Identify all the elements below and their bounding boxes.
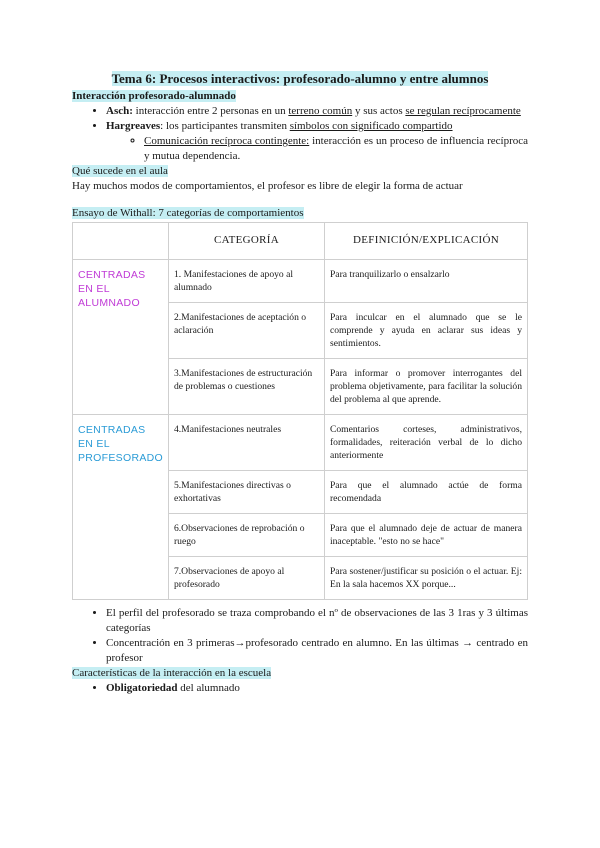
bullet-list-caracteristicas xyxy=(72,681,528,696)
paragraph-aula: Hay muchos modos de comportamientos, el profesor es libre de elegir la forma de actuar xyxy=(72,180,463,192)
table-row xyxy=(73,415,528,471)
bullet-list-conclusions xyxy=(72,606,528,666)
table-caption: Ensayo de Withall: 7 categorías de comportamientos xyxy=(72,207,304,219)
list-item: • El perfil del profesorado se traza comprobando el nº de observaciones de las 3 1ras y 3 últimas categorías xyxy=(106,606,528,636)
section-heading-interaccion: Interacción profesorado-alumnado xyxy=(72,90,236,102)
table-header-definicion: DEFINICIÓN/EXPLICACIÓN xyxy=(324,223,527,260)
group-label-alumnado: CENTRADAS EN EL ALUMNADO xyxy=(73,260,169,415)
table-cell-definicion: Para que el alumnado deje de actuar de manera inaceptable. "esto no se hace" xyxy=(324,514,527,557)
table-header-row xyxy=(73,223,528,260)
table-cell-categoria: 6.Observaciones de reprobación o ruego xyxy=(168,514,324,557)
list-item-asch: • Asch: interacción entre 2 personas en un terreno común y sus actos se regulan recíprocamente xyxy=(106,104,528,119)
table-cell-definicion: Para sostener/justificar su posición o el actuar. Ej: En la sala hacemos XX porque... xyxy=(324,557,527,600)
table-cell-definicion: Para tranquilizarlo o ensalzarlo xyxy=(324,260,527,303)
section-heading-caracteristicas: Características de la interacción en la escuela xyxy=(72,667,272,679)
section-heading-aula: Qué sucede en el aula xyxy=(72,165,168,177)
bullet-list-authors xyxy=(72,104,528,164)
table-header-categoria: CATEGORÍA xyxy=(168,223,324,260)
table-cell-definicion: Comentarios corteses, administrativos, formalidades, reiteración verbal de lo dicho anteriormente xyxy=(324,415,527,471)
table-cell-categoria: 1. Manifestaciones de apoyo al alumnado xyxy=(168,260,324,303)
table-cell-categoria: 4.Manifestaciones neutrales xyxy=(168,415,324,471)
table-cell-definicion: Para informar o promover interrogantes del problema objetivamente, para facilitar la solución del problema al que aprende. xyxy=(324,359,527,415)
table-header-empty xyxy=(73,223,169,260)
table-cell-definicion: Para que el alumnado actúe de forma recomendada xyxy=(324,471,527,514)
list-item-obligatoriedad: • Obligatoriedad del alumnado xyxy=(106,681,528,696)
table-cell-categoria: 5.Manifestaciones directivas o exhortativas xyxy=(168,471,324,514)
group-label-profesorado: CENTRADAS EN EL PROFESORADO xyxy=(73,415,169,600)
table-cell-categoria: 2.Manifestaciones de aceptación o aclaración xyxy=(168,303,324,359)
withall-table xyxy=(72,222,528,600)
table-cell-definicion: Para inculcar en el alumnado que se le comprende y ayuda en aclarar sus ideas y sentimientos. xyxy=(324,303,527,359)
document-page xyxy=(72,70,528,696)
list-item-hargreaves: • Hargreaves: los participantes transmiten símbolos con significado compartido ◦ Comunicación recíproca contingente: interacción es un proceso de influencia recíproca y mutua dependencia. xyxy=(106,119,528,164)
list-item: • Concentración en 3 primeras→profesorado centrado en alumno. En las últimas → centrado en profesor xyxy=(106,636,528,666)
table-cell-categoria: 3.Manifestaciones de estructuración de problemas o cuestiones xyxy=(168,359,324,415)
table-cell-categoria: 7.Observaciones de apoyo al profesorado xyxy=(168,557,324,600)
page-title: Tema 6: Procesos interactivos: profesorado-alumno y entre alumnos xyxy=(111,71,489,86)
list-item-comunicacion: ◦ Comunicación recíproca contingente: interacción es un proceso de influencia recíproca y mutua dependencia. xyxy=(144,134,528,164)
table-row xyxy=(73,260,528,303)
sub-list xyxy=(106,134,528,164)
